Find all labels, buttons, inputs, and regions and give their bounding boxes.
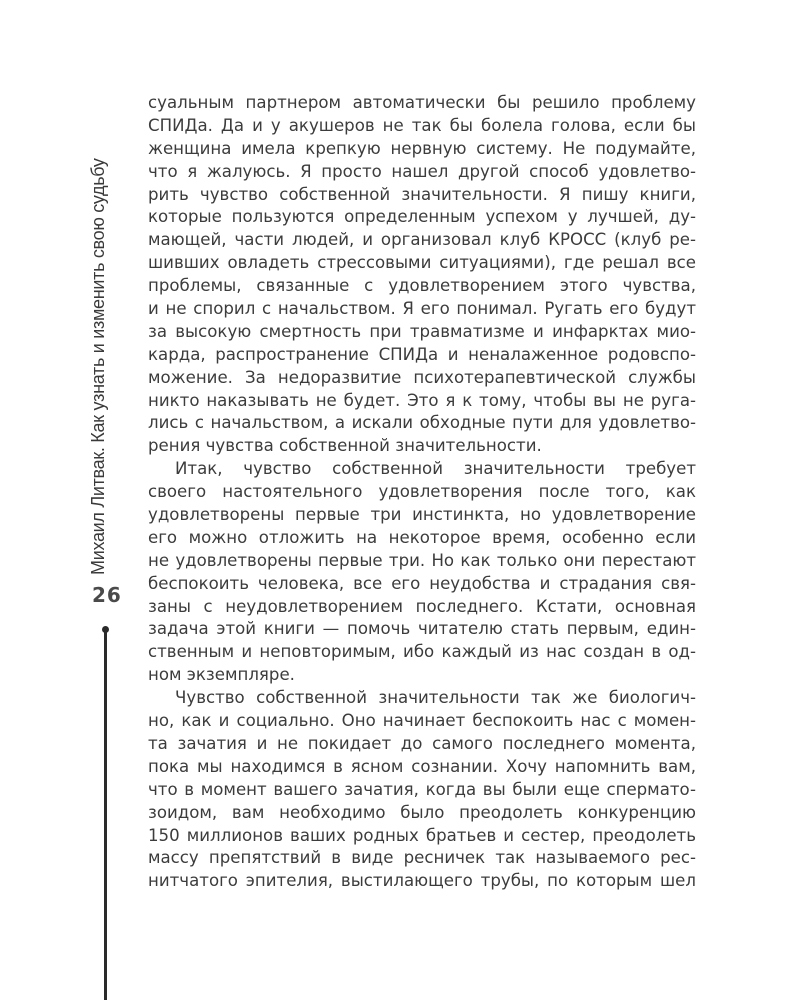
text-line: никто наказывать не будет. Это я к тому, чтобы вы не руга-: [148, 390, 696, 410]
text-line: суальным партнером автоматически бы решило проблему: [148, 93, 696, 112]
text-line: беспокоить человека, все его неудобства и страдания свя-: [148, 573, 696, 593]
text-line: не удовлетворены первые три. Но как только они перестают: [148, 550, 696, 570]
text-line: та зачатия и не покидает до самого последнего момента,: [148, 733, 696, 753]
text-line: ственным и неповторимым, ибо каждый из нас создан в од-: [148, 642, 696, 662]
paragraph: [148, 687, 696, 893]
text-line: задача этой книги — помочь читателю стать первым, един-: [148, 619, 696, 639]
text-line: нитчатого эпителия, выстилающего трубы, по которым шел: [148, 871, 696, 891]
text-line: своего настоятельного удовлетворения после того, как: [148, 482, 696, 502]
text-line: 150 миллионов ваших родных братьев и сестер, преодолеть: [148, 825, 696, 845]
text-line: зоидом, вам необходимо было преодолеть конкуренцию: [148, 802, 696, 822]
text-line: шивших овладеть стрессовыми ситуациями), где решал все: [148, 253, 696, 273]
paragraph: [148, 458, 696, 687]
text-line: удовлетворены первые три инстинкта, но удовлетворение: [148, 505, 696, 525]
text-line: СПИДа. Да и у акушеров не так бы болела голова, если бы: [148, 115, 696, 135]
text-line: заны с неудовлетворением последнего. Кстати, основная: [148, 596, 696, 616]
text-line: что я жалуюсь. Я просто нашел другой способ удовлетво-: [148, 161, 696, 181]
page-number: 26: [92, 583, 122, 607]
text-line: но, как и социально. Оно начинает беспокоить нас с момен-: [148, 711, 696, 731]
text-line: женщина имела крепкую нервную систему. Не подумайте,: [148, 138, 696, 158]
text-line: пока мы находимся в ясном сознании. Хочу напомнить вам,: [148, 756, 696, 776]
body-text: [148, 92, 696, 893]
paragraph: [148, 92, 696, 458]
text-line: мающей, части людей, и организовал клуб КРОСС (клуб ре-: [148, 230, 696, 250]
text-line: за высокую смертность при травматизме и инфарктах мио-: [148, 321, 696, 341]
text-line: Итак, чувство собственной значительности требует: [175, 459, 696, 479]
margin-rule: [104, 630, 107, 1000]
text-line: лись с начальством, а искали обходные пути для удовлетво-: [148, 413, 696, 433]
text-line: ном экземпляре.: [148, 665, 295, 685]
text-line: которые пользуются определенным успехом у лучшей, ду-: [148, 207, 696, 227]
text-line: массу препятствий в виде ресничек так называемого рес-: [148, 848, 696, 868]
text-line: его можно отложить на некоторое время, особенно если: [148, 527, 696, 547]
text-line: проблемы, связанные с удовлетворением этого чувства,: [148, 276, 696, 296]
text-line: можение. За недоразвитие психотерапевтической службы: [148, 367, 696, 387]
text-line: что в момент вашего зачатия, когда вы были еще сперматo-: [148, 779, 696, 799]
running-head: Михаил Литвак. Как узнать и изменить свою судьбу: [88, 158, 108, 575]
text-line: Чувство собственной значительности так же биологич-: [175, 688, 696, 708]
text-line: рить чувство собственной значительности. Я пишу книги,: [148, 184, 696, 204]
text-line: карда, распространение СПИДа и неналаженное родовспо-: [148, 344, 696, 364]
text-line: и не спорил с начальством. Я его понимал. Ругать его будут: [148, 299, 696, 319]
text-line: рения чувства собственной значительности.: [148, 436, 542, 456]
